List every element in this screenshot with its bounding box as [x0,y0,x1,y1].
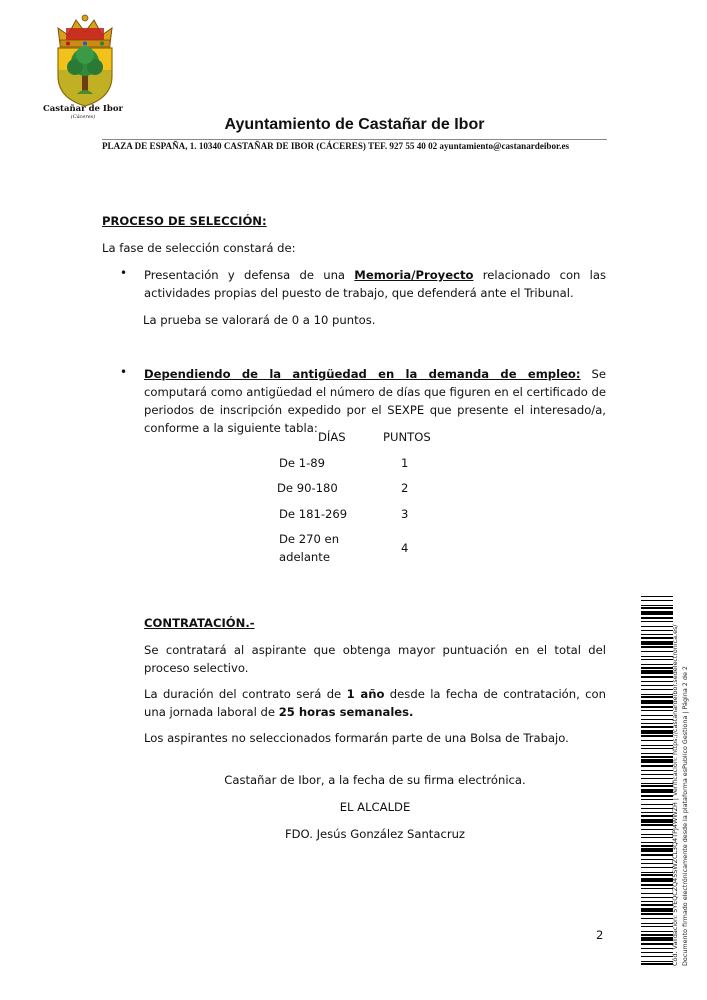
bullet-icon: • [120,365,128,379]
score-note: La prueba se valorará de 0 a 10 puntos. [143,313,376,327]
header-divider [102,139,607,140]
logo-subcaption: (Cáceres) [70,114,96,120]
contract-paragraph-2 [144,685,606,721]
table-header-puntos: PUNTOS [383,430,431,444]
table-row-puntos: 2 [401,481,409,495]
bullet-icon: • [120,266,128,280]
bullet-antiguedad-emph: Dependiendo de la antigüedad en la demanda de empleo: [144,367,581,381]
table-row-puntos: 4 [401,541,409,555]
bullet-memoria-text-a: Presentación y defensa de una [144,268,355,282]
contract-duration-c: desde la fecha de contratación, con una jornada laboral de [144,687,606,719]
table-row-dias: De 181-269 [279,507,348,521]
signature-role: EL ALCALDE [339,800,411,814]
table-row-dias: De 90-180 [277,481,338,495]
table-row-dias: De 270 en adelante [279,532,340,564]
contract-duration-value: 1 año [346,687,385,701]
verification-text [670,586,700,966]
contract-paragraph-3: Los aspirantes no seleccionados formarán parte de una Bolsa de Trabajo. [144,731,569,745]
bullet-memoria-text-b: relacionado con las actividades propias del puesto de trabajo, que defenderá ante el Tribunal. [144,268,607,300]
selection-heading: PROCESO DE SELECCIÓN: [102,214,267,228]
bullet-antiguedad-text: Se computará como antigüedad el número de días que figuren en el certificado de periodos de inscripción expedido por el SEXPE que presente el interesado/a, conforme a la siguiente tabla: [144,367,606,435]
table-row-puntos: 1 [401,456,409,470]
page-title: Ayuntamiento de Castañar de Ibor [224,116,485,133]
verification-line-1: Cód. Validación: 5YEQCZQ45SWZCL3Q4TPJ4WWZH | Verificación: https://castanardeibor.sedelectronica.es/ [671,624,679,966]
signature-place-date: Castañar de Ibor, a la fecha de su firma electrónica. [224,773,526,787]
contract-heading: CONTRATACIÓN.- [144,616,255,630]
contract-duration-a: La duración del contrato será de [144,687,347,701]
header-address: PLAZA DE ESPAÑA, 1. 10340 CASTAÑAR DE IBOR (CÁCERES) TEF. 927 55 40 02 ayuntamiento@castanardeibor.es [102,141,570,151]
page-number: 2 [596,928,604,942]
table-header-dias: DÍAS [318,430,346,444]
signature-name: FDO. Jesús González Santacruz [284,827,466,841]
contract-paragraph-1: Se contratará al aspirante que obtenga mayor puntuación en el total del proceso selectivo. [144,643,606,675]
selection-intro: La fase de selección constará de: [102,241,296,255]
bullet-memoria [144,266,606,302]
table-row-puntos: 3 [401,507,409,521]
contract-hours-value: 25 horas semanales. [278,705,414,719]
barcode-image [641,596,673,966]
verification-line-2: Documento firmado electrónicamente desde la plataforma esPublico Gestiona | Página 2 de 2 [681,666,689,966]
bullet-antiguedad [144,365,606,437]
bullet-memoria-emph: Memoria/Proyecto [354,268,474,282]
logo-caption: Castañar de Ibor [43,104,123,114]
table-row-dias: De 1-89 [279,456,326,470]
